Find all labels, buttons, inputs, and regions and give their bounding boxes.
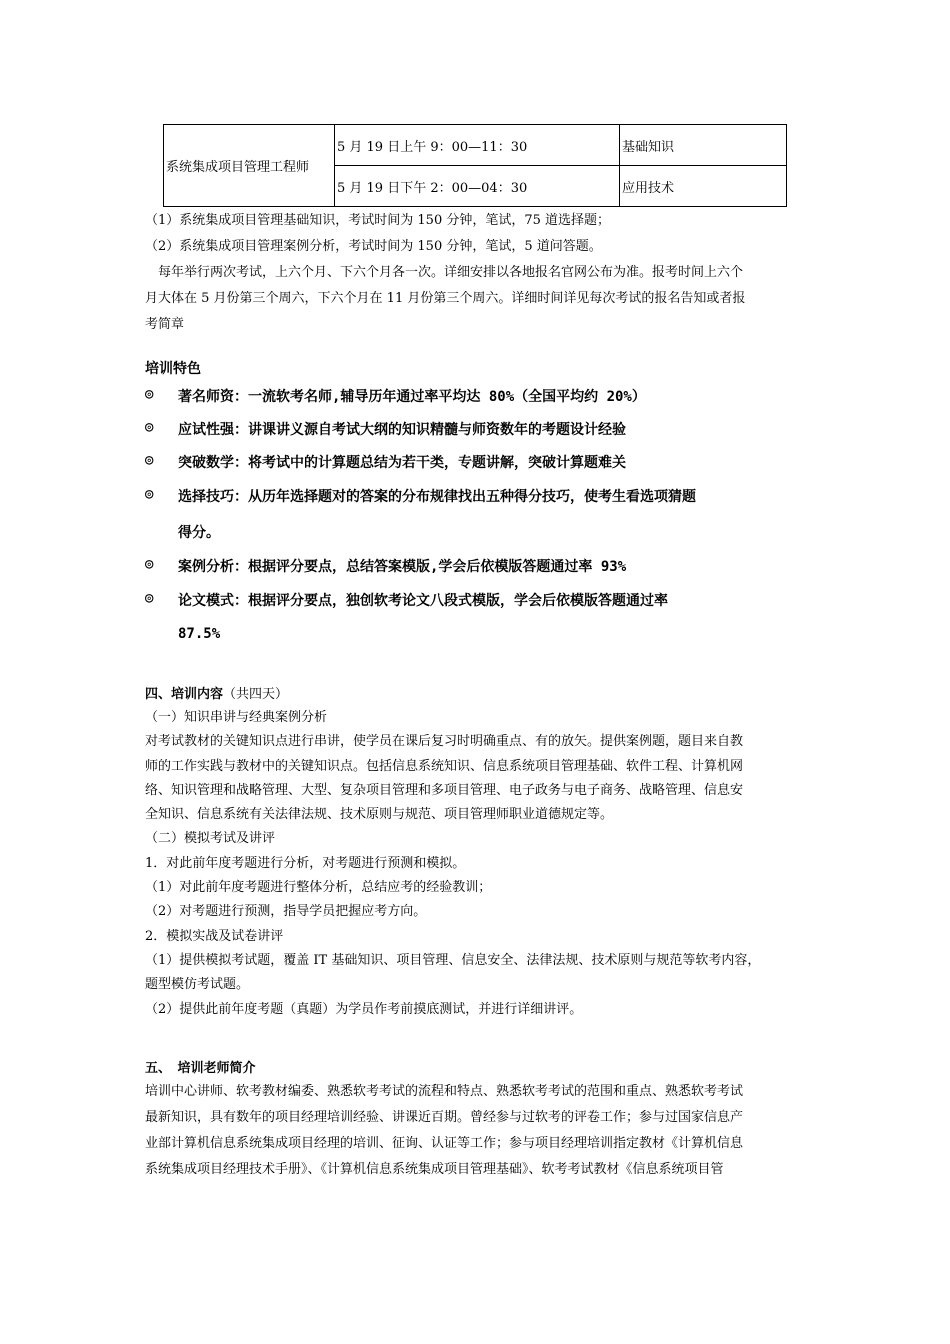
section-5-body <box>145 1079 815 1183</box>
feature-text: 突破数学：将考试中的计算题总结为若干类，专题讲解，突破计算题难关 <box>178 455 626 471</box>
feature-text-continued: 得分。 <box>178 525 220 541</box>
topic-cell: 应用技术 <box>620 166 787 207</box>
section-5-title: 五、 培训老师简介 <box>145 1061 256 1076</box>
bullet-icon: ◎ <box>145 486 154 502</box>
section-4-subtitle: （共四天） <box>223 687 289 702</box>
section-4-line: 全知识、信息系统有关法律法规、技术原则与规范、项目管理师职业道德规定等。 <box>145 807 614 823</box>
exam-note-line: （1）系统集成项目管理基础知识，考试时间为 150 分钟，笔试，75 道选择题； <box>145 213 611 228</box>
section-5-line: 培训中心讲师、软考教材编委、熟悉软考考试的流程和特点、熟悉软考考试的范围和重点、熟悉软考考试 <box>145 1084 744 1099</box>
topic-cell: 基础知识 <box>620 125 787 166</box>
exam-note-line: （2）系统集成项目管理案例分析，考试时间为 150 分钟，笔试，5 道问答题。 <box>145 239 602 254</box>
section-5-line: 业部计算机信息系统集成项目经理的培训、征询、认证等工作；参与项目经理培训指定教材《计算机信息 <box>145 1136 744 1151</box>
section-4-line: 师的工作实践与教材中的关键知识点。包括信息系统知识、信息系统项目管理基础、软件工程、计算机网 <box>145 758 744 774</box>
section-4-line: （2）提供此前年度考题（真题）为学员作考前摸底测试，并进行详细讲评。 <box>145 1001 583 1017</box>
feature-text: 论文模式：根据评分要点，独创软考论文八段式模版，学会后依模版答题通过率 <box>178 593 668 609</box>
bullet-icon: ◎ <box>145 556 154 572</box>
subject-cell: 系统集成项目管理工程师 <box>164 125 335 207</box>
section-4-body <box>145 706 815 1022</box>
exam-note-line: 考简章 <box>145 317 185 332</box>
feature-item <box>145 556 825 586</box>
feature-item <box>145 419 825 449</box>
time-cell: 5 月 19 日上午 9：00—11：30 <box>335 125 620 166</box>
feature-item <box>145 590 825 656</box>
section-4-title: 四、培训内容 <box>145 687 224 702</box>
feature-text: 选择技巧：从历年选择题对的答案的分布规律找出五种得分技巧，使考生看选项猜题 <box>178 489 696 505</box>
feature-text: 应试性强：讲课讲义源自考试大纲的知识精髓与师资数年的考题设计经验 <box>178 422 626 438</box>
feature-item <box>145 386 825 416</box>
section-4-line: （2）对考题进行预测，指导学员把握应考方向。 <box>145 904 427 920</box>
section-4-line: 络、知识管理和战略管理、大型、复杂项目管理和多项目管理、电子政务与电子商务、战略管理、信息安 <box>145 782 744 798</box>
section-4-heading <box>145 684 288 706</box>
section-5-line: 最新知识，具有数年的项目经理培训经验、讲课近百期。曾经参与过软考的评卷工作；参与过国家信息产 <box>145 1110 744 1125</box>
section-4-line: （一）知识串讲与经典案例分析 <box>145 710 328 725</box>
feature-text: 案例分析：根据评分要点，总结答案模版,学会后依模版答题通过率 93% <box>178 559 627 575</box>
section-4-line: （1）对此前年度考题进行整体分析，总结应考的经验教训； <box>145 880 492 896</box>
feature-text: 著名师资：一流软考名师,辅导历年通过率平均达 80%（全国平均约 20%） <box>178 389 646 405</box>
exam-schedule-table <box>163 124 787 207</box>
time-cell: 5 月 19 日下午 2：00—04：30 <box>335 166 620 207</box>
bullet-icon: ◎ <box>145 590 154 606</box>
section-4-line: 1．对此前年度考题进行分析，对考题进行预测和模拟。 <box>145 855 466 871</box>
section-4-line: 对考试教材的关键知识点进行串讲，使学员在课后复习时明确重点、有的放矢。提供案例题，题目来自教 <box>145 734 744 750</box>
exam-notes <box>145 208 815 338</box>
table-row <box>164 125 787 166</box>
exam-note-line: 月大体在 5 月份第三个周六，下六个月在 11 月份第三个周六。详细时间详见每次考试的报名告知或者报 <box>145 291 746 306</box>
section-4-line: 题型模仿考试题。 <box>145 977 250 993</box>
section-4-line: （1）提供模拟考试题，覆盖 IT 基础知识、项目管理、信息安全、法律法规、技术原则与规范等软考内容， <box>145 952 761 968</box>
section-5-line: 系统集成项目经理技术手册》、《计算机信息系统集成项目管理基础》、软考考试教材《信息系统项目管 <box>145 1162 724 1177</box>
feature-item <box>145 486 825 552</box>
bullet-icon: ◎ <box>145 386 154 402</box>
feature-text-continued: 87.5% <box>178 626 221 642</box>
section-4-line: 2．模拟实战及试卷讲评 <box>145 928 284 944</box>
section-4-line: （二）模拟考试及讲评 <box>145 831 276 847</box>
feature-item <box>145 452 825 482</box>
bullet-icon: ◎ <box>145 419 154 435</box>
exam-note-line: 每年举行两次考试，上六个月、下六个月各一次。详细安排以各地报名官网公布为准。报考时间上六个 <box>145 265 744 280</box>
bullet-icon: ◎ <box>145 452 154 468</box>
features-title: 培训特色 <box>145 361 201 377</box>
